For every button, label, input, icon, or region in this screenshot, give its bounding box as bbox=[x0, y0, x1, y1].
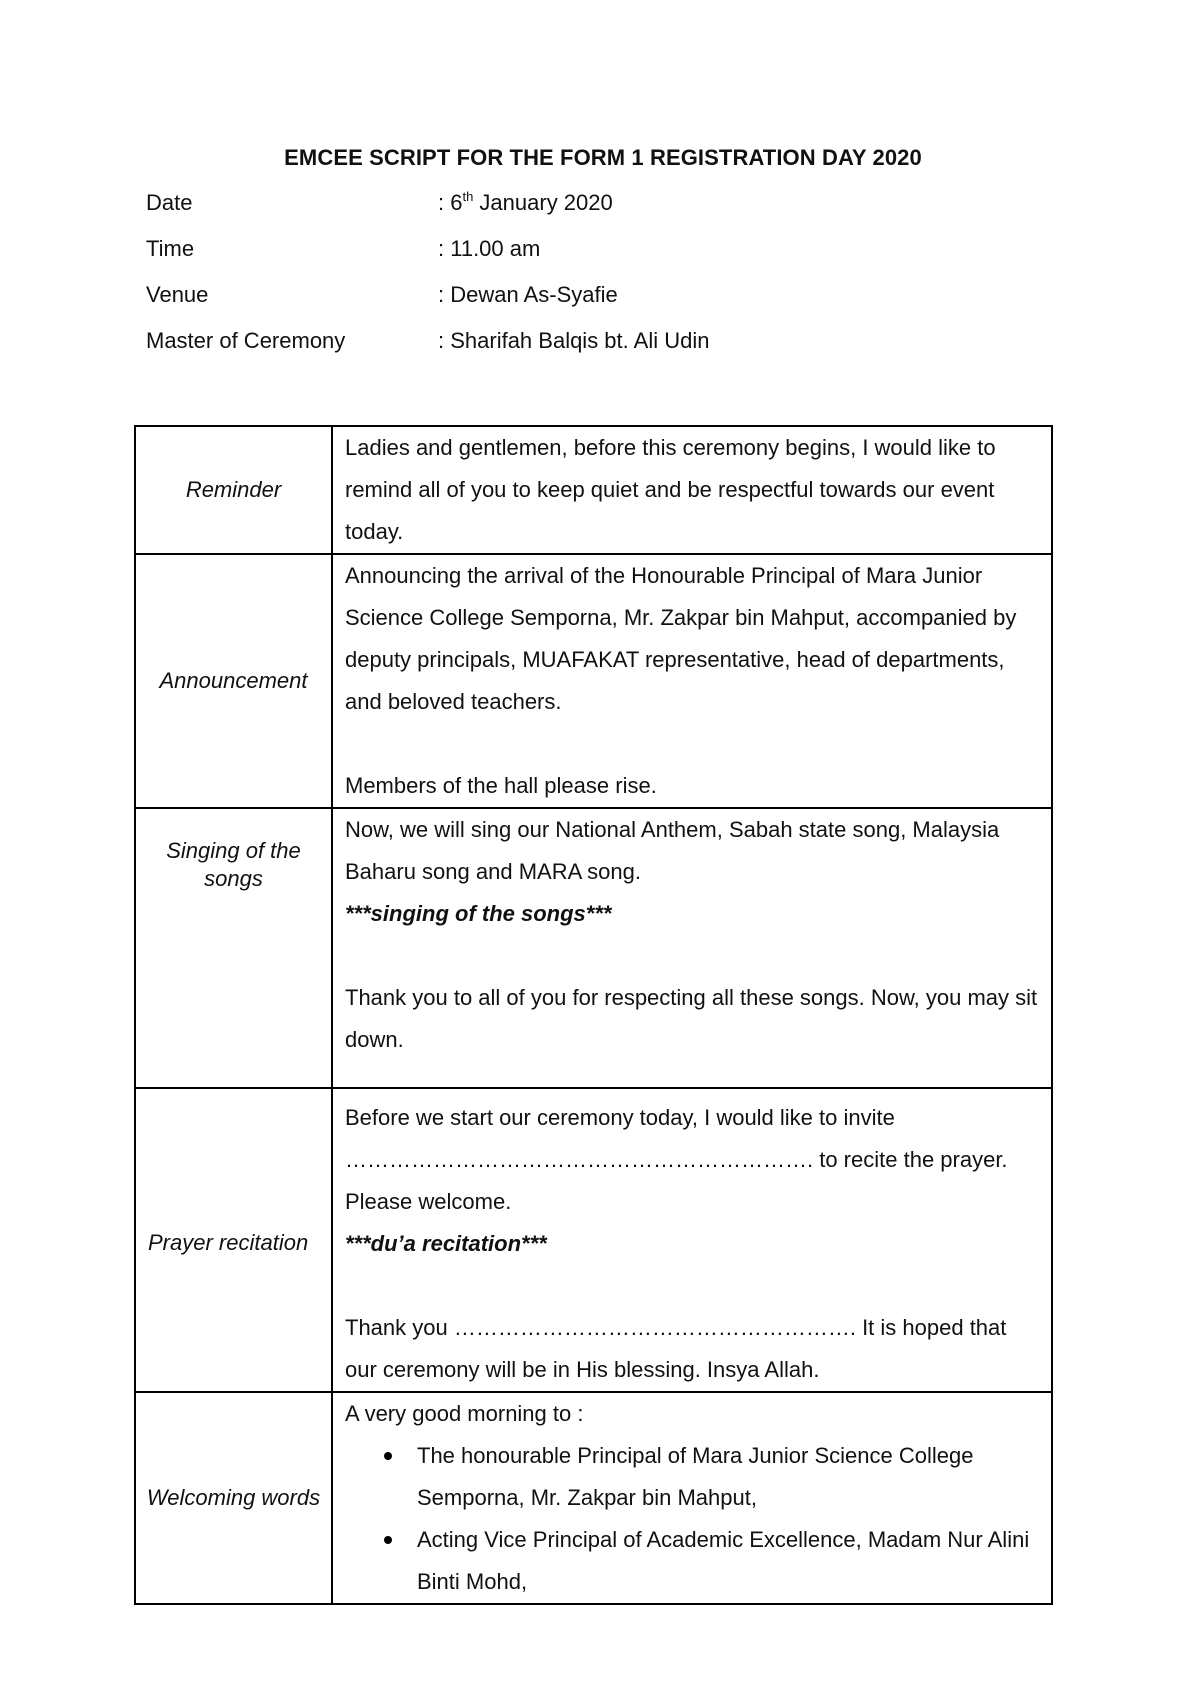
prayer-thanks-text: Thank you ………………………………………………. It is hoped that our ceremony will be in His blessing. Insya Allah. bbox=[345, 1315, 1007, 1382]
time-row bbox=[146, 236, 709, 282]
time-value: : 11.00 am bbox=[438, 236, 541, 261]
songs-label: Singing of the songs bbox=[135, 808, 332, 1088]
announcement-rise-text: Members of the hall please rise. bbox=[345, 773, 657, 798]
welcome-label: Welcoming words bbox=[135, 1392, 332, 1604]
reminder-label: Reminder bbox=[135, 426, 332, 554]
spacer bbox=[345, 1265, 1041, 1307]
reminder-text: Ladies and gentlemen, before this ceremony begins, I would like to remind all of you to keep quiet and be respectful towards our event today. bbox=[332, 426, 1052, 554]
list-item: The honourable Principal of Mara Junior Science College Semporna, Mr. Zakpar bin Mahput, bbox=[345, 1435, 1041, 1519]
date-row bbox=[146, 190, 709, 236]
prayer-cell bbox=[332, 1088, 1052, 1392]
announcement-row bbox=[135, 554, 1052, 808]
songs-row bbox=[135, 808, 1052, 1088]
spacer bbox=[345, 723, 1041, 765]
mc-label: Master of Ceremony bbox=[146, 328, 346, 353]
mc-value: : Sharifah Balqis bt. Ali Udin bbox=[438, 328, 710, 353]
songs-text: Now, we will sing our National Anthem, Sabah state song, Malaysia Baharu song and MARA song. bbox=[345, 817, 1000, 884]
songs-thanks-text: Thank you to all of you for respecting all these songs. Now, you may sit down. bbox=[345, 985, 1038, 1052]
songs-cell bbox=[332, 808, 1052, 1088]
welcome-cell bbox=[332, 1392, 1052, 1604]
prayer-invite-text: Before we start our ceremony today, I would like to invite ………………………………………………………. to recite the prayer. Please welcome. bbox=[345, 1105, 1008, 1214]
prayer-cue: ***du’a recitation*** bbox=[345, 1231, 547, 1256]
spacer bbox=[345, 935, 1041, 977]
event-details bbox=[146, 190, 709, 374]
mc-row bbox=[146, 328, 709, 374]
welcome-row bbox=[135, 1392, 1052, 1604]
prayer-row bbox=[135, 1088, 1052, 1392]
list-item: Acting Vice Principal of Academic Excellence, Madam Nur Alini Binti Mohd, bbox=[345, 1519, 1041, 1603]
announcement-text: Announcing the arrival of the Honourable Principal of Mara Junior Science College Semporna, Mr. Zakpar bin Mahput, accompanied by deputy principals, MUAFAKAT representative, head of departments, and beloved teachers. bbox=[345, 563, 1017, 714]
venue-label: Venue bbox=[146, 282, 209, 307]
document-title: EMCEE SCRIPT FOR THE FORM 1 REGISTRATION DAY 2020 bbox=[284, 145, 922, 170]
reminder-row bbox=[135, 426, 1052, 554]
prayer-label: Prayer recitation bbox=[135, 1088, 332, 1392]
date-value: : 6th January 2020 bbox=[438, 189, 613, 215]
announcement-label: Announcement bbox=[135, 554, 332, 808]
songs-cue: ***singing of the songs*** bbox=[345, 901, 612, 926]
venue-value: : Dewan As-Syafie bbox=[438, 282, 618, 307]
date-label: Date bbox=[146, 190, 193, 215]
welcome-list bbox=[345, 1435, 1041, 1603]
announcement-cell bbox=[332, 554, 1052, 808]
time-label: Time bbox=[146, 236, 195, 261]
welcome-intro: A very good morning to : bbox=[345, 1401, 584, 1426]
script-table bbox=[134, 425, 1053, 1605]
venue-row bbox=[146, 282, 709, 328]
